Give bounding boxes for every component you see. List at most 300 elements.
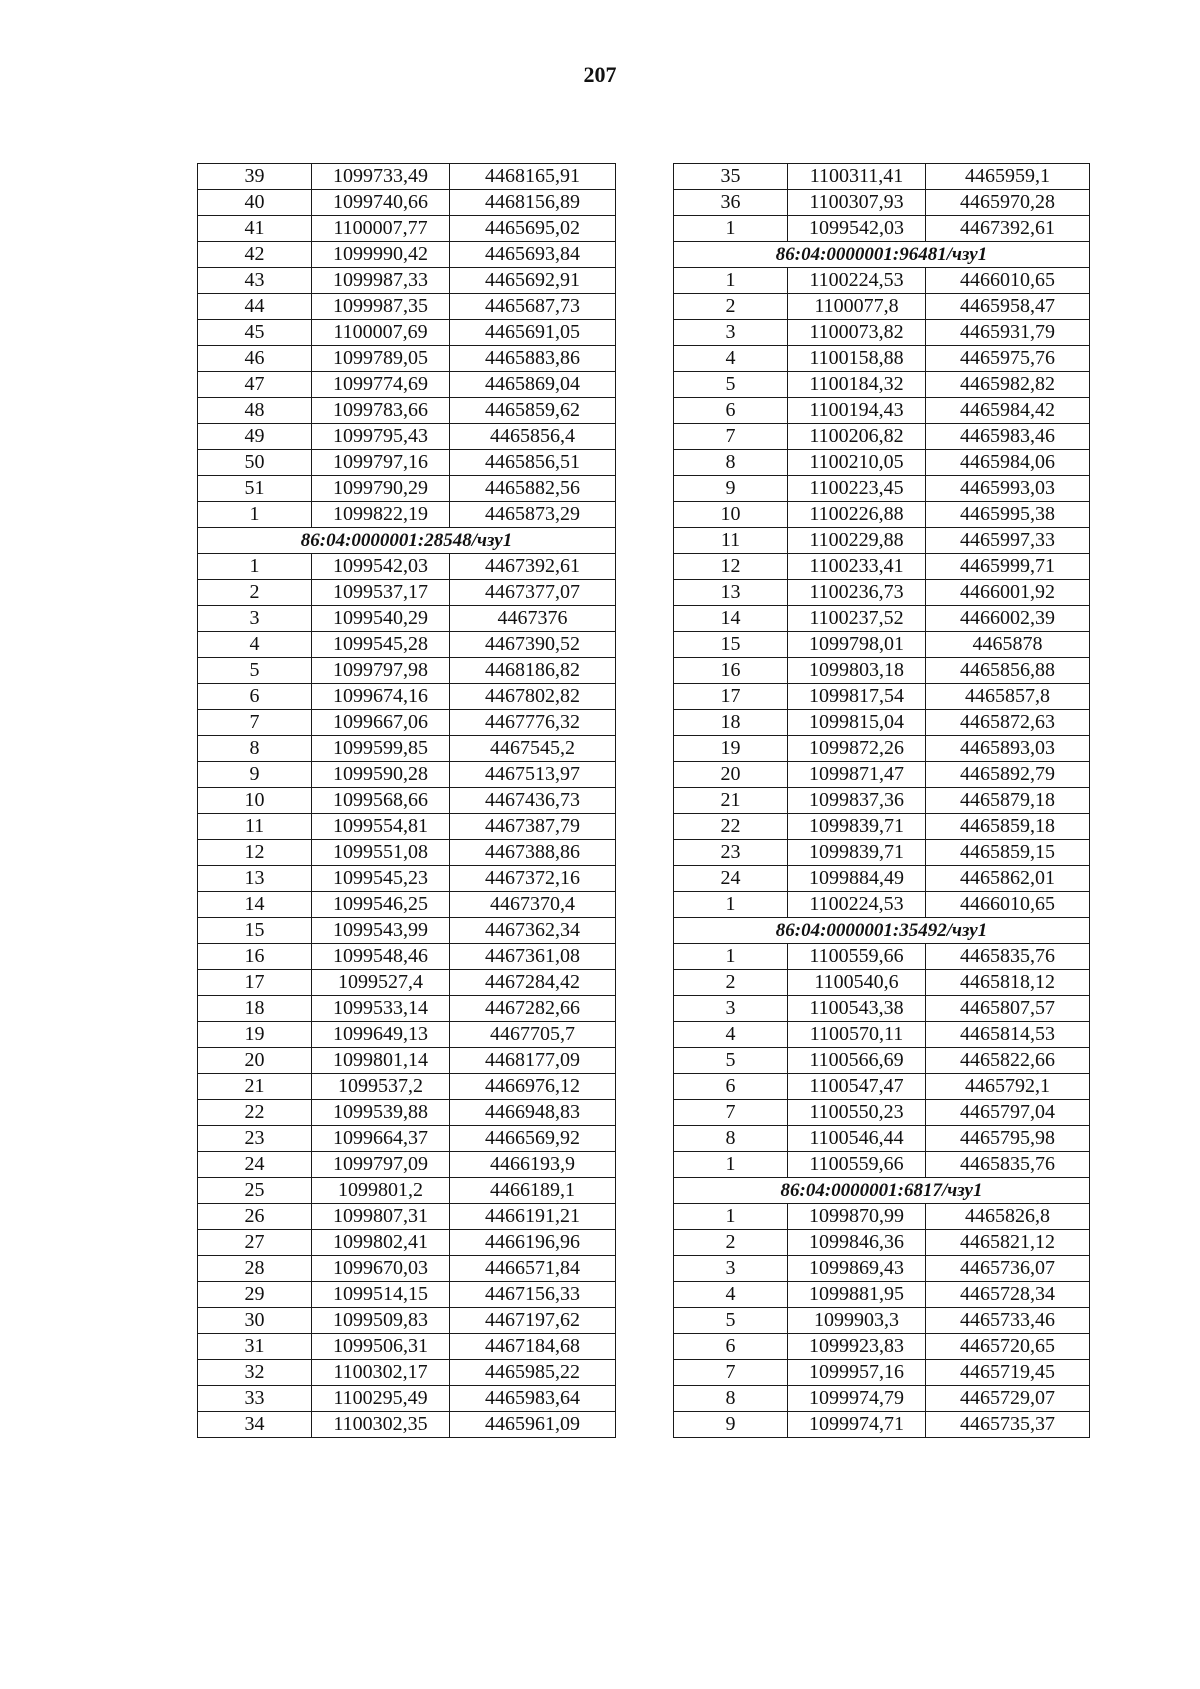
x-coordinate: 1099537,2 xyxy=(312,1074,450,1100)
x-coordinate: 1099568,66 xyxy=(312,788,450,814)
y-coordinate: 4465961,09 xyxy=(450,1412,616,1438)
y-coordinate: 4466569,92 xyxy=(450,1126,616,1152)
point-number: 19 xyxy=(198,1022,312,1048)
table-row xyxy=(674,892,1090,918)
point-number: 7 xyxy=(674,1100,788,1126)
y-coordinate: 4466010,65 xyxy=(926,892,1090,918)
table-row xyxy=(198,476,616,502)
y-coordinate: 4466976,12 xyxy=(450,1074,616,1100)
x-coordinate: 1099506,31 xyxy=(312,1334,450,1360)
table-row xyxy=(198,632,616,658)
x-coordinate: 1099667,06 xyxy=(312,710,450,736)
x-coordinate: 1099649,13 xyxy=(312,1022,450,1048)
table-row xyxy=(674,658,1090,684)
table-row xyxy=(674,1334,1090,1360)
y-coordinate: 4466002,39 xyxy=(926,606,1090,632)
x-coordinate: 1100550,23 xyxy=(788,1100,926,1126)
table-row xyxy=(198,762,616,788)
table-row xyxy=(674,294,1090,320)
y-coordinate: 4467362,34 xyxy=(450,918,616,944)
table-row xyxy=(198,970,616,996)
x-coordinate: 1099527,4 xyxy=(312,970,450,996)
x-coordinate: 1099798,01 xyxy=(788,632,926,658)
x-coordinate: 1100184,32 xyxy=(788,372,926,398)
x-coordinate: 1099733,49 xyxy=(312,164,450,190)
y-coordinate: 4468156,89 xyxy=(450,190,616,216)
y-coordinate: 4467361,08 xyxy=(450,944,616,970)
table-row xyxy=(674,372,1090,398)
coordinates-table-right xyxy=(673,163,1090,1438)
y-coordinate: 4465983,64 xyxy=(450,1386,616,1412)
point-number: 26 xyxy=(198,1204,312,1230)
table-row xyxy=(198,1048,616,1074)
x-coordinate: 1099797,16 xyxy=(312,450,450,476)
point-number: 36 xyxy=(674,190,788,216)
x-coordinate: 1100210,05 xyxy=(788,450,926,476)
y-coordinate: 4465719,45 xyxy=(926,1360,1090,1386)
y-coordinate: 4466191,21 xyxy=(450,1204,616,1230)
x-coordinate: 1099803,18 xyxy=(788,658,926,684)
section-header-row xyxy=(674,918,1090,944)
table-row xyxy=(198,788,616,814)
point-number: 6 xyxy=(674,1074,788,1100)
x-coordinate: 1099822,19 xyxy=(312,502,450,528)
y-coordinate: 4465882,56 xyxy=(450,476,616,502)
y-coordinate: 4467282,66 xyxy=(450,996,616,1022)
coordinates-table-left xyxy=(197,163,616,1438)
y-coordinate: 4467184,68 xyxy=(450,1334,616,1360)
x-coordinate: 1099554,81 xyxy=(312,814,450,840)
table-row xyxy=(198,814,616,840)
y-coordinate: 4466010,65 xyxy=(926,268,1090,294)
y-coordinate: 4465821,12 xyxy=(926,1230,1090,1256)
y-coordinate: 4465735,37 xyxy=(926,1412,1090,1438)
x-coordinate: 1099807,31 xyxy=(312,1204,450,1230)
x-coordinate: 1099872,26 xyxy=(788,736,926,762)
x-coordinate: 1100194,43 xyxy=(788,398,926,424)
point-number: 1 xyxy=(674,1152,788,1178)
x-coordinate: 1099990,42 xyxy=(312,242,450,268)
point-number: 3 xyxy=(674,996,788,1022)
point-number: 14 xyxy=(198,892,312,918)
x-coordinate: 1100226,88 xyxy=(788,502,926,528)
point-number: 1 xyxy=(674,944,788,970)
x-coordinate: 1100311,41 xyxy=(788,164,926,190)
table-row xyxy=(198,892,616,918)
table-row xyxy=(674,814,1090,840)
x-coordinate: 1099539,88 xyxy=(312,1100,450,1126)
point-number: 17 xyxy=(674,684,788,710)
y-coordinate: 4465814,53 xyxy=(926,1022,1090,1048)
y-coordinate: 4467390,52 xyxy=(450,632,616,658)
table-row xyxy=(674,398,1090,424)
table-row xyxy=(674,476,1090,502)
point-number: 47 xyxy=(198,372,312,398)
y-coordinate: 4465995,38 xyxy=(926,502,1090,528)
table-row xyxy=(198,424,616,450)
y-coordinate: 4467387,79 xyxy=(450,814,616,840)
table-row xyxy=(198,1360,616,1386)
x-coordinate: 1100302,17 xyxy=(312,1360,450,1386)
x-coordinate: 1099533,14 xyxy=(312,996,450,1022)
point-number: 12 xyxy=(198,840,312,866)
table-row xyxy=(674,996,1090,1022)
y-coordinate: 4465862,01 xyxy=(926,866,1090,892)
y-coordinate: 4465795,98 xyxy=(926,1126,1090,1152)
table-row xyxy=(198,242,616,268)
table-row xyxy=(198,606,616,632)
table-row xyxy=(674,164,1090,190)
x-coordinate: 1099974,71 xyxy=(788,1412,926,1438)
table-row xyxy=(198,1204,616,1230)
x-coordinate: 1099987,33 xyxy=(312,268,450,294)
x-coordinate: 1099870,99 xyxy=(788,1204,926,1230)
y-coordinate: 4465993,03 xyxy=(926,476,1090,502)
x-coordinate: 1099795,43 xyxy=(312,424,450,450)
table-row xyxy=(198,164,616,190)
y-coordinate: 4466571,84 xyxy=(450,1256,616,1282)
x-coordinate: 1100158,88 xyxy=(788,346,926,372)
x-coordinate: 1099542,03 xyxy=(312,554,450,580)
point-number: 20 xyxy=(198,1048,312,1074)
y-coordinate: 4467513,97 xyxy=(450,762,616,788)
x-coordinate: 1099923,83 xyxy=(788,1334,926,1360)
y-coordinate: 4465931,79 xyxy=(926,320,1090,346)
x-coordinate: 1099797,09 xyxy=(312,1152,450,1178)
table-row xyxy=(674,684,1090,710)
y-coordinate: 4465693,84 xyxy=(450,242,616,268)
point-number: 29 xyxy=(198,1282,312,1308)
x-coordinate: 1100233,41 xyxy=(788,554,926,580)
x-coordinate: 1099839,71 xyxy=(788,814,926,840)
y-coordinate: 4465695,02 xyxy=(450,216,616,242)
y-coordinate: 4465818,12 xyxy=(926,970,1090,996)
table-row xyxy=(674,528,1090,554)
y-coordinate: 4466189,1 xyxy=(450,1178,616,1204)
table-row xyxy=(674,1074,1090,1100)
point-number: 3 xyxy=(674,1256,788,1282)
point-number: 15 xyxy=(198,918,312,944)
y-coordinate: 4465736,07 xyxy=(926,1256,1090,1282)
y-coordinate: 4465691,05 xyxy=(450,320,616,346)
x-coordinate: 1099545,28 xyxy=(312,632,450,658)
y-coordinate: 4465879,18 xyxy=(926,788,1090,814)
x-coordinate: 1099987,35 xyxy=(312,294,450,320)
y-coordinate: 4465985,22 xyxy=(450,1360,616,1386)
point-number: 5 xyxy=(674,372,788,398)
y-coordinate: 4467705,7 xyxy=(450,1022,616,1048)
point-number: 24 xyxy=(674,866,788,892)
y-coordinate: 4465984,42 xyxy=(926,398,1090,424)
table-row xyxy=(674,580,1090,606)
cadastral-number: 86:04:0000001:6817/чзу1 xyxy=(674,1178,1090,1204)
table-row xyxy=(198,320,616,346)
point-number: 28 xyxy=(198,1256,312,1282)
x-coordinate: 1100224,53 xyxy=(788,268,926,294)
point-number: 1 xyxy=(674,216,788,242)
y-coordinate: 4465893,03 xyxy=(926,736,1090,762)
x-coordinate: 1100229,88 xyxy=(788,528,926,554)
point-number: 24 xyxy=(198,1152,312,1178)
table-row xyxy=(674,736,1090,762)
point-number: 40 xyxy=(198,190,312,216)
point-number: 18 xyxy=(198,996,312,1022)
y-coordinate: 4467197,62 xyxy=(450,1308,616,1334)
point-number: 1 xyxy=(198,502,312,528)
table-row xyxy=(198,1412,616,1438)
y-coordinate: 4467284,42 xyxy=(450,970,616,996)
table-row xyxy=(198,1178,616,1204)
x-coordinate: 1099957,16 xyxy=(788,1360,926,1386)
point-number: 8 xyxy=(674,450,788,476)
y-coordinate: 4465728,34 xyxy=(926,1282,1090,1308)
table-row xyxy=(198,294,616,320)
y-coordinate: 4465872,63 xyxy=(926,710,1090,736)
table-row xyxy=(674,1152,1090,1178)
point-number: 10 xyxy=(198,788,312,814)
y-coordinate: 4465720,65 xyxy=(926,1334,1090,1360)
y-coordinate: 4467377,07 xyxy=(450,580,616,606)
y-coordinate: 4465958,47 xyxy=(926,294,1090,320)
x-coordinate: 1099801,2 xyxy=(312,1178,450,1204)
y-coordinate: 4466196,96 xyxy=(450,1230,616,1256)
y-coordinate: 4465984,06 xyxy=(926,450,1090,476)
point-number: 32 xyxy=(198,1360,312,1386)
y-coordinate: 4465835,76 xyxy=(926,944,1090,970)
y-coordinate: 4465982,82 xyxy=(926,372,1090,398)
y-coordinate: 4465792,1 xyxy=(926,1074,1090,1100)
y-coordinate: 4465797,04 xyxy=(926,1100,1090,1126)
point-number: 7 xyxy=(674,1360,788,1386)
point-number: 33 xyxy=(198,1386,312,1412)
x-coordinate: 1099543,99 xyxy=(312,918,450,944)
table-row xyxy=(198,502,616,528)
x-coordinate: 1100543,38 xyxy=(788,996,926,1022)
table-row xyxy=(198,1282,616,1308)
point-number: 41 xyxy=(198,216,312,242)
table-row xyxy=(674,866,1090,892)
table-row xyxy=(198,866,616,892)
table-row xyxy=(674,632,1090,658)
table-row xyxy=(198,736,616,762)
point-number: 21 xyxy=(674,788,788,814)
table-row xyxy=(198,1256,616,1282)
point-number: 3 xyxy=(198,606,312,632)
table-row xyxy=(674,268,1090,294)
x-coordinate: 1100007,77 xyxy=(312,216,450,242)
y-coordinate: 4465970,28 xyxy=(926,190,1090,216)
point-number: 6 xyxy=(198,684,312,710)
point-number: 10 xyxy=(674,502,788,528)
point-number: 13 xyxy=(674,580,788,606)
x-coordinate: 1100307,93 xyxy=(788,190,926,216)
x-coordinate: 1099974,79 xyxy=(788,1386,926,1412)
x-coordinate: 1099903,3 xyxy=(788,1308,926,1334)
table-row xyxy=(674,970,1090,996)
point-number: 9 xyxy=(198,762,312,788)
point-number: 25 xyxy=(198,1178,312,1204)
table-row xyxy=(198,1386,616,1412)
table-row xyxy=(674,840,1090,866)
point-number: 19 xyxy=(674,736,788,762)
x-coordinate: 1099790,29 xyxy=(312,476,450,502)
point-number: 13 xyxy=(198,866,312,892)
table-row xyxy=(674,450,1090,476)
point-number: 11 xyxy=(198,814,312,840)
table-row xyxy=(674,1022,1090,1048)
x-coordinate: 1099801,14 xyxy=(312,1048,450,1074)
x-coordinate: 1099674,16 xyxy=(312,684,450,710)
y-coordinate: 4467370,4 xyxy=(450,892,616,918)
table-row xyxy=(674,1412,1090,1438)
point-number: 27 xyxy=(198,1230,312,1256)
x-coordinate: 1099846,36 xyxy=(788,1230,926,1256)
point-number: 8 xyxy=(674,1126,788,1152)
point-number: 34 xyxy=(198,1412,312,1438)
y-coordinate: 4465835,76 xyxy=(926,1152,1090,1178)
x-coordinate: 1099514,15 xyxy=(312,1282,450,1308)
y-coordinate: 4467392,61 xyxy=(450,554,616,580)
table-row xyxy=(674,320,1090,346)
y-coordinate: 4467156,33 xyxy=(450,1282,616,1308)
cadastral-number: 86:04:0000001:35492/чзу1 xyxy=(674,918,1090,944)
table-row xyxy=(674,554,1090,580)
x-coordinate: 1099802,41 xyxy=(312,1230,450,1256)
table-row xyxy=(674,1204,1090,1230)
x-coordinate: 1099774,69 xyxy=(312,372,450,398)
y-coordinate: 4465873,29 xyxy=(450,502,616,528)
point-number: 1 xyxy=(198,554,312,580)
x-coordinate: 1100077,8 xyxy=(788,294,926,320)
y-coordinate: 4465826,8 xyxy=(926,1204,1090,1230)
section-header-row xyxy=(198,528,616,554)
table-row xyxy=(674,502,1090,528)
point-number: 20 xyxy=(674,762,788,788)
point-number: 15 xyxy=(674,632,788,658)
table-row xyxy=(198,1074,616,1100)
point-number: 35 xyxy=(674,164,788,190)
table-row xyxy=(674,216,1090,242)
table-row xyxy=(198,1334,616,1360)
x-coordinate: 1099839,71 xyxy=(788,840,926,866)
y-coordinate: 4465859,18 xyxy=(926,814,1090,840)
table-row xyxy=(198,1126,616,1152)
table-row xyxy=(198,918,616,944)
x-coordinate: 1100302,35 xyxy=(312,1412,450,1438)
table-row xyxy=(674,762,1090,788)
x-coordinate: 1099817,54 xyxy=(788,684,926,710)
x-coordinate: 1099540,29 xyxy=(312,606,450,632)
point-number: 23 xyxy=(198,1126,312,1152)
point-number: 21 xyxy=(198,1074,312,1100)
x-coordinate: 1099670,03 xyxy=(312,1256,450,1282)
x-coordinate: 1100223,45 xyxy=(788,476,926,502)
y-coordinate: 4465856,51 xyxy=(450,450,616,476)
point-number: 6 xyxy=(674,398,788,424)
point-number: 4 xyxy=(198,632,312,658)
table-row xyxy=(674,1360,1090,1386)
x-coordinate: 1100206,82 xyxy=(788,424,926,450)
table-row xyxy=(674,788,1090,814)
y-coordinate: 4465807,57 xyxy=(926,996,1090,1022)
point-number: 16 xyxy=(674,658,788,684)
x-coordinate: 1099881,95 xyxy=(788,1282,926,1308)
y-coordinate: 4468165,91 xyxy=(450,164,616,190)
table-row xyxy=(674,1256,1090,1282)
x-coordinate: 1099509,83 xyxy=(312,1308,450,1334)
point-number: 51 xyxy=(198,476,312,502)
point-number: 46 xyxy=(198,346,312,372)
table-row xyxy=(198,372,616,398)
table-row xyxy=(198,580,616,606)
y-coordinate: 4465692,91 xyxy=(450,268,616,294)
point-number: 1 xyxy=(674,1204,788,1230)
table-row xyxy=(198,1100,616,1126)
table-row xyxy=(198,216,616,242)
table-row xyxy=(674,1126,1090,1152)
point-number: 31 xyxy=(198,1334,312,1360)
table-row xyxy=(198,1308,616,1334)
point-number: 2 xyxy=(198,580,312,606)
table-row xyxy=(198,268,616,294)
y-coordinate: 4465857,8 xyxy=(926,684,1090,710)
x-coordinate: 1099740,66 xyxy=(312,190,450,216)
y-coordinate: 4466193,9 xyxy=(450,1152,616,1178)
table-row xyxy=(198,996,616,1022)
table-row xyxy=(198,840,616,866)
y-coordinate: 4465997,33 xyxy=(926,528,1090,554)
point-number: 4 xyxy=(674,346,788,372)
x-coordinate: 1100007,69 xyxy=(312,320,450,346)
point-number: 50 xyxy=(198,450,312,476)
y-coordinate: 4467776,32 xyxy=(450,710,616,736)
table-row xyxy=(198,1230,616,1256)
point-number: 14 xyxy=(674,606,788,632)
x-coordinate: 1099590,28 xyxy=(312,762,450,788)
x-coordinate: 1099869,43 xyxy=(788,1256,926,1282)
y-coordinate: 4467372,16 xyxy=(450,866,616,892)
y-coordinate: 4465869,04 xyxy=(450,372,616,398)
point-number: 48 xyxy=(198,398,312,424)
point-number: 49 xyxy=(198,424,312,450)
point-number: 4 xyxy=(674,1022,788,1048)
x-coordinate: 1099548,46 xyxy=(312,944,450,970)
x-coordinate: 1100559,66 xyxy=(788,1152,926,1178)
x-coordinate: 1100546,44 xyxy=(788,1126,926,1152)
point-number: 17 xyxy=(198,970,312,996)
x-coordinate: 1099797,98 xyxy=(312,658,450,684)
point-number: 7 xyxy=(674,424,788,450)
table-row xyxy=(674,1100,1090,1126)
point-number: 22 xyxy=(674,814,788,840)
point-number: 5 xyxy=(674,1308,788,1334)
y-coordinate: 4467388,86 xyxy=(450,840,616,866)
x-coordinate: 1099783,66 xyxy=(312,398,450,424)
y-coordinate: 4465878 xyxy=(926,632,1090,658)
x-coordinate: 1099542,03 xyxy=(788,216,926,242)
point-number: 3 xyxy=(674,320,788,346)
x-coordinate: 1099815,04 xyxy=(788,710,926,736)
point-number: 1 xyxy=(674,268,788,294)
table-row xyxy=(198,710,616,736)
point-number: 2 xyxy=(674,294,788,320)
point-number: 12 xyxy=(674,554,788,580)
point-number: 4 xyxy=(674,1282,788,1308)
point-number: 43 xyxy=(198,268,312,294)
point-number: 7 xyxy=(198,710,312,736)
point-number: 45 xyxy=(198,320,312,346)
x-coordinate: 1099871,47 xyxy=(788,762,926,788)
